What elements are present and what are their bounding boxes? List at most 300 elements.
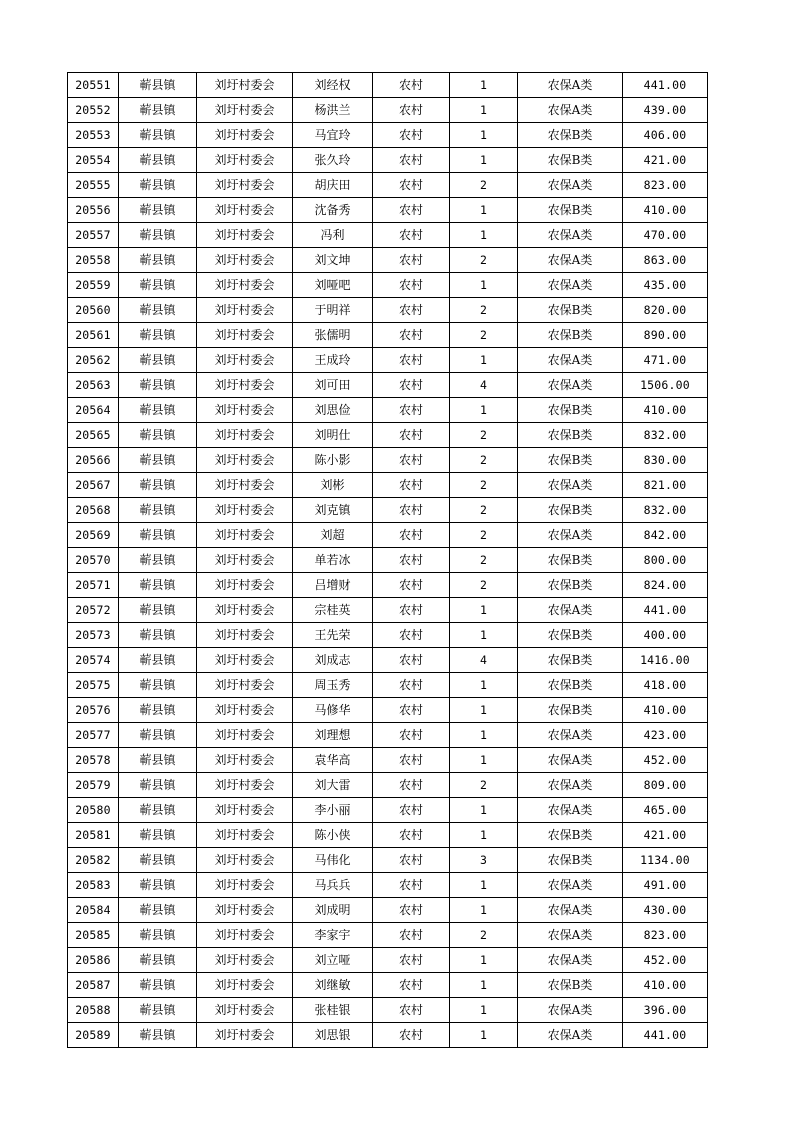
area-type-cell: 农村 <box>373 823 450 848</box>
person-name-cell: 刘明仕 <box>293 423 373 448</box>
area-type-cell: 农村 <box>373 948 450 973</box>
category-cell: 农保B类 <box>518 823 623 848</box>
amount-cell: 410.00 <box>623 698 708 723</box>
town-cell: 蕲县镇 <box>119 723 197 748</box>
household-count-cell: 1 <box>450 623 518 648</box>
committee-cell: 刘圩村委会 <box>197 523 293 548</box>
area-type-cell: 农村 <box>373 998 450 1023</box>
record-id-cell: 20559 <box>68 273 119 298</box>
household-count-cell: 1 <box>450 898 518 923</box>
category-cell: 农保A类 <box>518 173 623 198</box>
amount-cell: 441.00 <box>623 1023 708 1048</box>
category-cell: 农保A类 <box>518 473 623 498</box>
area-type-cell: 农村 <box>373 648 450 673</box>
committee-cell: 刘圩村委会 <box>197 598 293 623</box>
category-cell: 农保B类 <box>518 198 623 223</box>
committee-cell: 刘圩村委会 <box>197 123 293 148</box>
person-name-cell: 袁华高 <box>293 748 373 773</box>
amount-cell: 430.00 <box>623 898 708 923</box>
record-id-cell: 20558 <box>68 248 119 273</box>
table-row <box>68 148 708 173</box>
committee-cell: 刘圩村委会 <box>197 923 293 948</box>
person-name-cell: 杨洪兰 <box>293 98 373 123</box>
category-cell: 农保B类 <box>518 498 623 523</box>
category-cell: 农保B类 <box>518 398 623 423</box>
record-id-cell: 20577 <box>68 723 119 748</box>
table-row <box>68 98 708 123</box>
category-cell: 农保A类 <box>518 873 623 898</box>
town-cell: 蕲县镇 <box>119 423 197 448</box>
person-name-cell: 马兵兵 <box>293 873 373 898</box>
category-cell: 农保A类 <box>518 773 623 798</box>
area-type-cell: 农村 <box>373 373 450 398</box>
amount-cell: 1134.00 <box>623 848 708 873</box>
person-name-cell: 王成玲 <box>293 348 373 373</box>
household-count-cell: 1 <box>450 148 518 173</box>
category-cell: 农保A类 <box>518 373 623 398</box>
table-row <box>68 198 708 223</box>
person-name-cell: 李小丽 <box>293 798 373 823</box>
person-name-cell: 陈小影 <box>293 448 373 473</box>
area-type-cell: 农村 <box>373 848 450 873</box>
committee-cell: 刘圩村委会 <box>197 873 293 898</box>
area-type-cell: 农村 <box>373 973 450 998</box>
area-type-cell: 农村 <box>373 673 450 698</box>
record-id-cell: 20585 <box>68 923 119 948</box>
area-type-cell: 农村 <box>373 448 450 473</box>
category-cell: 农保B类 <box>518 423 623 448</box>
table-row <box>68 648 708 673</box>
category-cell: 农保A类 <box>518 923 623 948</box>
committee-cell: 刘圩村委会 <box>197 573 293 598</box>
town-cell: 蕲县镇 <box>119 523 197 548</box>
category-cell: 农保A类 <box>518 523 623 548</box>
record-id-cell: 20588 <box>68 998 119 1023</box>
person-name-cell: 刘大雷 <box>293 773 373 798</box>
record-id-cell: 20584 <box>68 898 119 923</box>
category-cell: 农保A类 <box>518 1023 623 1048</box>
committee-cell: 刘圩村委会 <box>197 1023 293 1048</box>
household-count-cell: 1 <box>450 798 518 823</box>
area-type-cell: 农村 <box>373 198 450 223</box>
committee-cell: 刘圩村委会 <box>197 98 293 123</box>
committee-cell: 刘圩村委会 <box>197 473 293 498</box>
amount-cell: 421.00 <box>623 823 708 848</box>
person-name-cell: 吕增财 <box>293 573 373 598</box>
household-count-cell: 1 <box>450 873 518 898</box>
person-name-cell: 于明祥 <box>293 298 373 323</box>
table-row <box>68 923 708 948</box>
town-cell: 蕲县镇 <box>119 623 197 648</box>
household-count-cell: 1 <box>450 723 518 748</box>
committee-cell: 刘圩村委会 <box>197 673 293 698</box>
table-row <box>68 223 708 248</box>
amount-cell: 830.00 <box>623 448 708 473</box>
committee-cell: 刘圩村委会 <box>197 648 293 673</box>
category-cell: 农保B类 <box>518 148 623 173</box>
person-name-cell: 刘继敏 <box>293 973 373 998</box>
household-count-cell: 3 <box>450 848 518 873</box>
town-cell: 蕲县镇 <box>119 148 197 173</box>
committee-cell: 刘圩村委会 <box>197 623 293 648</box>
household-count-cell: 1 <box>450 98 518 123</box>
committee-cell: 刘圩村委会 <box>197 423 293 448</box>
amount-cell: 452.00 <box>623 948 708 973</box>
record-id-cell: 20572 <box>68 598 119 623</box>
town-cell: 蕲县镇 <box>119 948 197 973</box>
committee-cell: 刘圩村委会 <box>197 273 293 298</box>
record-id-cell: 20571 <box>68 573 119 598</box>
category-cell: 农保A类 <box>518 748 623 773</box>
category-cell: 农保B类 <box>518 123 623 148</box>
table-row <box>68 398 708 423</box>
household-count-cell: 1 <box>450 223 518 248</box>
amount-cell: 435.00 <box>623 273 708 298</box>
record-id-cell: 20567 <box>68 473 119 498</box>
category-cell: 农保A类 <box>518 273 623 298</box>
household-count-cell: 2 <box>450 323 518 348</box>
record-id-cell: 20586 <box>68 948 119 973</box>
town-cell: 蕲县镇 <box>119 798 197 823</box>
town-cell: 蕲县镇 <box>119 548 197 573</box>
person-name-cell: 刘文坤 <box>293 248 373 273</box>
town-cell: 蕲县镇 <box>119 698 197 723</box>
record-id-cell: 20569 <box>68 523 119 548</box>
table-row <box>68 598 708 623</box>
committee-cell: 刘圩村委会 <box>197 848 293 873</box>
amount-cell: 465.00 <box>623 798 708 823</box>
committee-cell: 刘圩村委会 <box>197 973 293 998</box>
person-name-cell: 马伟化 <box>293 848 373 873</box>
household-count-cell: 1 <box>450 948 518 973</box>
town-cell: 蕲县镇 <box>119 923 197 948</box>
person-name-cell: 周玉秀 <box>293 673 373 698</box>
person-name-cell: 刘思俭 <box>293 398 373 423</box>
area-type-cell: 农村 <box>373 173 450 198</box>
committee-cell: 刘圩村委会 <box>197 498 293 523</box>
record-id-cell: 20589 <box>68 1023 119 1048</box>
person-name-cell: 刘经权 <box>293 73 373 98</box>
table-row <box>68 948 708 973</box>
record-id-cell: 20554 <box>68 148 119 173</box>
town-cell: 蕲县镇 <box>119 998 197 1023</box>
committee-cell: 刘圩村委会 <box>197 548 293 573</box>
table-row <box>68 773 708 798</box>
amount-cell: 863.00 <box>623 248 708 273</box>
amount-cell: 824.00 <box>623 573 708 598</box>
table-row <box>68 523 708 548</box>
amount-cell: 410.00 <box>623 973 708 998</box>
committee-cell: 刘圩村委会 <box>197 223 293 248</box>
household-count-cell: 1 <box>450 998 518 1023</box>
record-id-cell: 20580 <box>68 798 119 823</box>
amount-cell: 842.00 <box>623 523 708 548</box>
town-cell: 蕲县镇 <box>119 898 197 923</box>
amount-cell: 823.00 <box>623 173 708 198</box>
area-type-cell: 农村 <box>373 98 450 123</box>
person-name-cell: 刘成明 <box>293 898 373 923</box>
area-type-cell: 农村 <box>373 523 450 548</box>
category-cell: 农保A类 <box>518 948 623 973</box>
amount-cell: 832.00 <box>623 498 708 523</box>
town-cell: 蕲县镇 <box>119 273 197 298</box>
category-cell: 农保A类 <box>518 248 623 273</box>
record-id-cell: 20561 <box>68 323 119 348</box>
household-count-cell: 1 <box>450 348 518 373</box>
household-count-cell: 2 <box>450 473 518 498</box>
amount-cell: 421.00 <box>623 148 708 173</box>
committee-cell: 刘圩村委会 <box>197 948 293 973</box>
household-count-cell: 1 <box>450 973 518 998</box>
amount-cell: 410.00 <box>623 398 708 423</box>
category-cell: 农保B类 <box>518 848 623 873</box>
record-id-cell: 20551 <box>68 73 119 98</box>
person-name-cell: 张儒明 <box>293 323 373 348</box>
household-count-cell: 1 <box>450 598 518 623</box>
household-count-cell: 2 <box>450 448 518 473</box>
person-name-cell: 刘理想 <box>293 723 373 748</box>
town-cell: 蕲县镇 <box>119 848 197 873</box>
table-row <box>68 173 708 198</box>
town-cell: 蕲县镇 <box>119 823 197 848</box>
table-row <box>68 748 708 773</box>
town-cell: 蕲县镇 <box>119 73 197 98</box>
household-count-cell: 2 <box>450 523 518 548</box>
record-id-cell: 20583 <box>68 873 119 898</box>
area-type-cell: 农村 <box>373 748 450 773</box>
household-count-cell: 2 <box>450 248 518 273</box>
committee-cell: 刘圩村委会 <box>197 723 293 748</box>
table-row <box>68 698 708 723</box>
category-cell: 农保B类 <box>518 973 623 998</box>
area-type-cell: 农村 <box>373 498 450 523</box>
town-cell: 蕲县镇 <box>119 223 197 248</box>
record-id-cell: 20578 <box>68 748 119 773</box>
record-id-cell: 20570 <box>68 548 119 573</box>
record-id-cell: 20553 <box>68 123 119 148</box>
area-type-cell: 农村 <box>373 423 450 448</box>
amount-cell: 439.00 <box>623 98 708 123</box>
household-count-cell: 1 <box>450 673 518 698</box>
amount-cell: 410.00 <box>623 198 708 223</box>
category-cell: 农保A类 <box>518 348 623 373</box>
amount-cell: 396.00 <box>623 998 708 1023</box>
person-name-cell: 宗桂英 <box>293 598 373 623</box>
household-count-cell: 4 <box>450 648 518 673</box>
household-count-cell: 1 <box>450 823 518 848</box>
amount-cell: 418.00 <box>623 673 708 698</box>
record-id-cell: 20574 <box>68 648 119 673</box>
area-type-cell: 农村 <box>373 73 450 98</box>
committee-cell: 刘圩村委会 <box>197 198 293 223</box>
table-row <box>68 848 708 873</box>
committee-cell: 刘圩村委会 <box>197 248 293 273</box>
person-name-cell: 李家宇 <box>293 923 373 948</box>
area-type-cell: 农村 <box>373 723 450 748</box>
record-id-cell: 20564 <box>68 398 119 423</box>
household-count-cell: 1 <box>450 748 518 773</box>
household-count-cell: 1 <box>450 273 518 298</box>
category-cell: 农保A类 <box>518 798 623 823</box>
person-name-cell: 胡庆田 <box>293 173 373 198</box>
town-cell: 蕲县镇 <box>119 173 197 198</box>
committee-cell: 刘圩村委会 <box>197 773 293 798</box>
committee-cell: 刘圩村委会 <box>197 323 293 348</box>
amount-cell: 1416.00 <box>623 648 708 673</box>
record-id-cell: 20587 <box>68 973 119 998</box>
household-count-cell: 1 <box>450 698 518 723</box>
table-row <box>68 248 708 273</box>
amount-cell: 820.00 <box>623 298 708 323</box>
record-id-cell: 20557 <box>68 223 119 248</box>
amount-cell: 423.00 <box>623 723 708 748</box>
table-row <box>68 723 708 748</box>
amount-cell: 823.00 <box>623 923 708 948</box>
town-cell: 蕲县镇 <box>119 323 197 348</box>
table-row <box>68 898 708 923</box>
household-count-cell: 2 <box>450 498 518 523</box>
committee-cell: 刘圩村委会 <box>197 348 293 373</box>
area-type-cell: 农村 <box>373 623 450 648</box>
committee-cell: 刘圩村委会 <box>197 398 293 423</box>
category-cell: 农保B类 <box>518 623 623 648</box>
record-id-cell: 20566 <box>68 448 119 473</box>
person-name-cell: 刘立哑 <box>293 948 373 973</box>
table-row <box>68 823 708 848</box>
amount-cell: 832.00 <box>623 423 708 448</box>
amount-cell: 470.00 <box>623 223 708 248</box>
record-id-cell: 20576 <box>68 698 119 723</box>
town-cell: 蕲县镇 <box>119 648 197 673</box>
person-name-cell: 刘思银 <box>293 1023 373 1048</box>
household-count-cell: 2 <box>450 773 518 798</box>
amount-cell: 441.00 <box>623 73 708 98</box>
town-cell: 蕲县镇 <box>119 473 197 498</box>
category-cell: 农保B类 <box>518 673 623 698</box>
table-row <box>68 673 708 698</box>
town-cell: 蕲县镇 <box>119 373 197 398</box>
household-count-cell: 4 <box>450 373 518 398</box>
household-count-cell: 1 <box>450 73 518 98</box>
amount-cell: 406.00 <box>623 123 708 148</box>
committee-cell: 刘圩村委会 <box>197 898 293 923</box>
area-type-cell: 农村 <box>373 923 450 948</box>
household-count-cell: 1 <box>450 198 518 223</box>
record-id-cell: 20575 <box>68 673 119 698</box>
record-id-cell: 20565 <box>68 423 119 448</box>
amount-cell: 809.00 <box>623 773 708 798</box>
area-type-cell: 农村 <box>373 248 450 273</box>
area-type-cell: 农村 <box>373 1023 450 1048</box>
committee-cell: 刘圩村委会 <box>197 173 293 198</box>
person-name-cell: 刘彬 <box>293 473 373 498</box>
table-row <box>68 973 708 998</box>
area-type-cell: 农村 <box>373 323 450 348</box>
town-cell: 蕲县镇 <box>119 1023 197 1048</box>
amount-cell: 1506.00 <box>623 373 708 398</box>
area-type-cell: 农村 <box>373 798 450 823</box>
records-table-body <box>68 73 708 1048</box>
town-cell: 蕲县镇 <box>119 348 197 373</box>
table-row <box>68 498 708 523</box>
amount-cell: 890.00 <box>623 323 708 348</box>
table-row <box>68 348 708 373</box>
area-type-cell: 农村 <box>373 273 450 298</box>
committee-cell: 刘圩村委会 <box>197 998 293 1023</box>
person-name-cell: 单若冰 <box>293 548 373 573</box>
table-row <box>68 998 708 1023</box>
records-table <box>67 72 708 1048</box>
category-cell: 农保A类 <box>518 998 623 1023</box>
category-cell: 农保A类 <box>518 223 623 248</box>
town-cell: 蕲县镇 <box>119 98 197 123</box>
person-name-cell: 刘克镇 <box>293 498 373 523</box>
area-type-cell: 农村 <box>373 398 450 423</box>
table-row <box>68 798 708 823</box>
amount-cell: 471.00 <box>623 348 708 373</box>
category-cell: 农保A类 <box>518 98 623 123</box>
town-cell: 蕲县镇 <box>119 773 197 798</box>
table-row <box>68 73 708 98</box>
category-cell: 农保A类 <box>518 598 623 623</box>
amount-cell: 452.00 <box>623 748 708 773</box>
person-name-cell: 张久玲 <box>293 148 373 173</box>
household-count-cell: 2 <box>450 923 518 948</box>
table-row <box>68 473 708 498</box>
record-id-cell: 20555 <box>68 173 119 198</box>
table-row <box>68 373 708 398</box>
committee-cell: 刘圩村委会 <box>197 373 293 398</box>
category-cell: 农保A类 <box>518 73 623 98</box>
category-cell: 农保B类 <box>518 698 623 723</box>
committee-cell: 刘圩村委会 <box>197 298 293 323</box>
category-cell: 农保B类 <box>518 573 623 598</box>
amount-cell: 400.00 <box>623 623 708 648</box>
town-cell: 蕲县镇 <box>119 248 197 273</box>
committee-cell: 刘圩村委会 <box>197 698 293 723</box>
household-count-cell: 2 <box>450 423 518 448</box>
person-name-cell: 刘哑吧 <box>293 273 373 298</box>
table-row <box>68 323 708 348</box>
person-name-cell: 马修华 <box>293 698 373 723</box>
area-type-cell: 农村 <box>373 773 450 798</box>
record-id-cell: 20563 <box>68 373 119 398</box>
record-id-cell: 20560 <box>68 298 119 323</box>
amount-cell: 491.00 <box>623 873 708 898</box>
town-cell: 蕲县镇 <box>119 498 197 523</box>
area-type-cell: 农村 <box>373 698 450 723</box>
record-id-cell: 20556 <box>68 198 119 223</box>
town-cell: 蕲县镇 <box>119 673 197 698</box>
area-type-cell: 农村 <box>373 348 450 373</box>
area-type-cell: 农村 <box>373 598 450 623</box>
category-cell: 农保A类 <box>518 723 623 748</box>
record-id-cell: 20581 <box>68 823 119 848</box>
category-cell: 农保B类 <box>518 448 623 473</box>
table-row <box>68 123 708 148</box>
amount-cell: 441.00 <box>623 598 708 623</box>
area-type-cell: 农村 <box>373 223 450 248</box>
person-name-cell: 刘成志 <box>293 648 373 673</box>
committee-cell: 刘圩村委会 <box>197 798 293 823</box>
category-cell: 农保B类 <box>518 298 623 323</box>
town-cell: 蕲县镇 <box>119 573 197 598</box>
household-count-cell: 2 <box>450 573 518 598</box>
category-cell: 农保B类 <box>518 548 623 573</box>
table-row <box>68 623 708 648</box>
table-row <box>68 1023 708 1048</box>
area-type-cell: 农村 <box>373 898 450 923</box>
